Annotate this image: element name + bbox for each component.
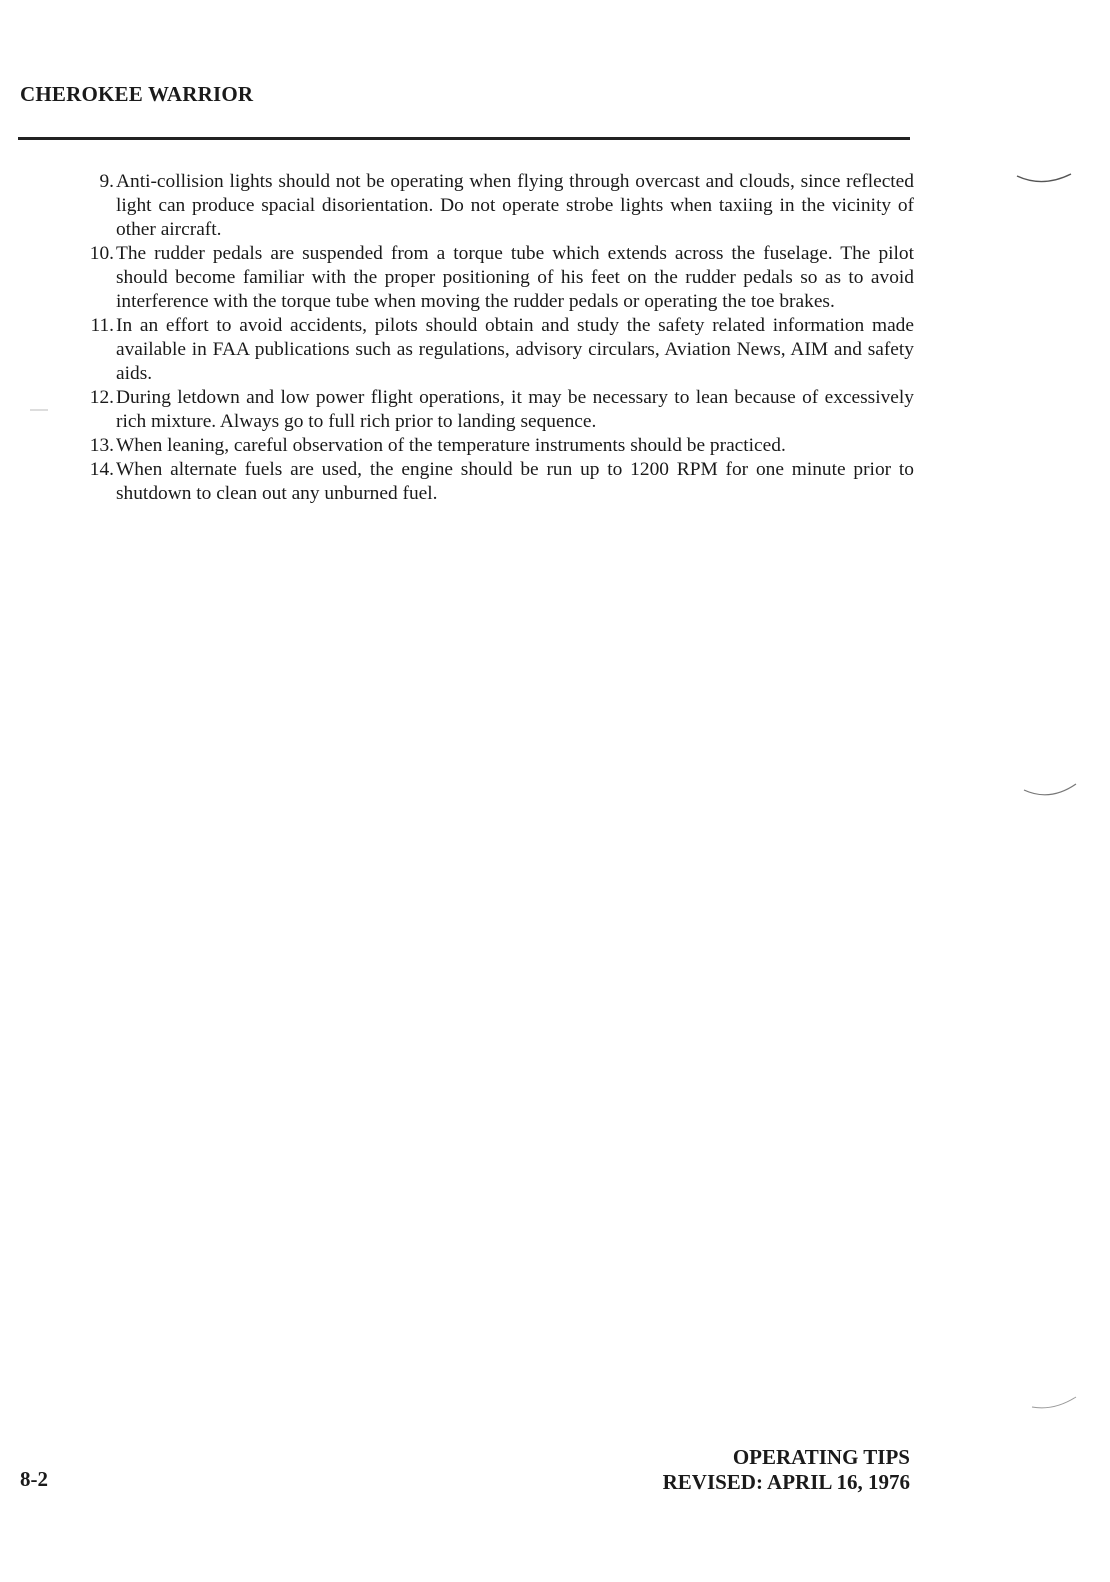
list-item-text: In an effort to avoid accidents, pilots should obtain and study the safety related information made available in FAA publications such as regulations, advisory circulars, Aviation News, AIM and safety aids.: [116, 315, 914, 384]
footer-section-info: [663, 1445, 910, 1495]
binder-hole-mark: [1030, 1395, 1080, 1415]
binder-hole-mark: [1020, 780, 1080, 804]
page-header-title: CHEROKEE WARRIOR: [20, 82, 254, 106]
list-item-text: When leaning, careful observation of the temperature instruments should be practiced.: [116, 435, 786, 456]
footer-revision-date: REVISED: APRIL 16, 1976: [662, 1470, 910, 1494]
list-item: [60, 458, 914, 506]
list-item-number: 10.: [89, 243, 114, 264]
list-item: [60, 434, 914, 458]
list-item-number: 11.: [90, 315, 114, 336]
list-item-number: 14.: [89, 459, 114, 480]
page-number: 8-2: [20, 1467, 48, 1491]
list-item-text: The rudder pedals are suspended from a torque tube which extends across the fuselage. The pilot should become familiar with the proper positioning of his feet on the rudder pedals so as to avoid interference with the torque tube when moving the rudder pedals or operating the toe brakes.: [116, 243, 914, 312]
list-item-text: During letdown and low power flight operations, it may be necessary to lean because of excessively rich mixture. Always go to full rich prior to landing sequence.: [116, 387, 914, 432]
list-item-number: 13.: [89, 435, 114, 456]
list-item: [60, 386, 914, 434]
binder-hole-mark: [1015, 168, 1075, 190]
list-item: [60, 314, 914, 386]
operating-tips-list: [60, 170, 914, 506]
margin-tick-mark: [30, 408, 50, 412]
list-item-number: 9.: [99, 171, 114, 192]
footer-section-title: OPERATING TIPS: [732, 1445, 910, 1469]
header-divider: [18, 137, 910, 140]
list-item-text: Anti-collision lights should not be operating when flying through overcast and clouds, since reflected light can produce spacial disorientation. Do not operate strobe lights when taxiing in the vicinity of other aircraft.: [116, 171, 914, 240]
list-item: [60, 170, 914, 242]
list-item-text: When alternate fuels are used, the engine should be run up to 1200 RPM for one minute prior to shutdown to clean out any unburned fuel.: [116, 459, 914, 504]
list-item: [60, 242, 914, 314]
list-item-number: 12.: [89, 387, 114, 408]
